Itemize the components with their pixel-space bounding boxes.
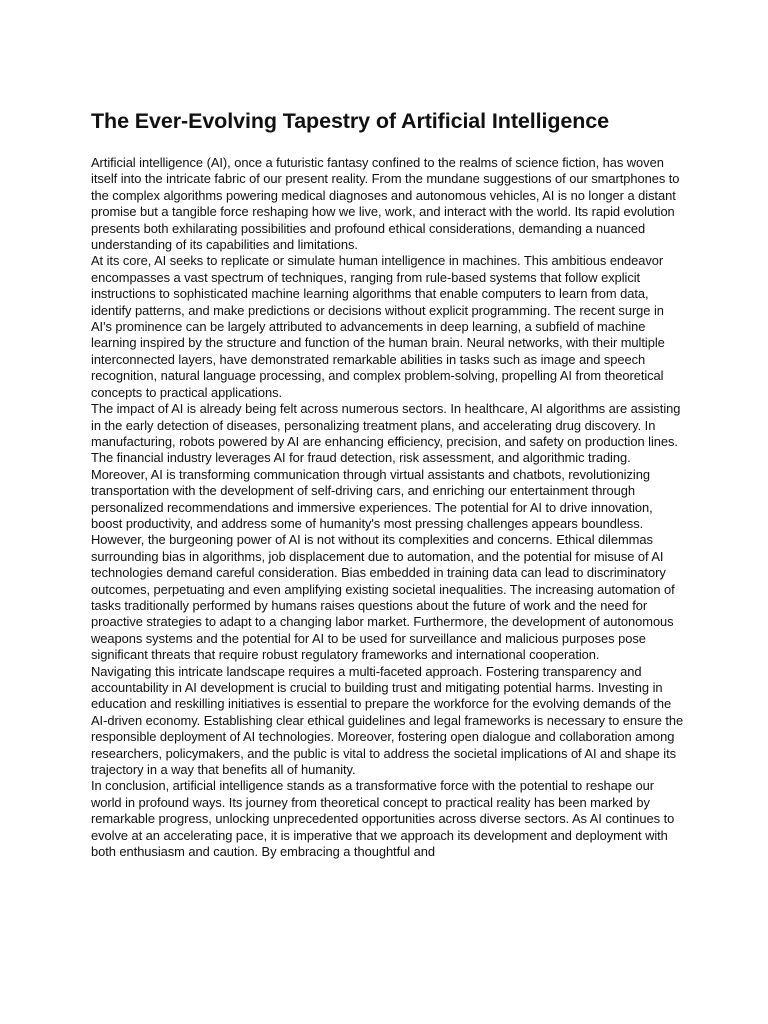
paragraph-6: In conclusion, artificial intelligence stands as a transformative force with the potential to reshape our world in profound ways. Its journey from theoretical concept to practical reality has been marked by remarkable progress, unlocking unprecedented opportunities across diverse sectors. As AI continues to evolve at an accelerating pace, it is imperative that we approach its development and deployment with both enthusiasm and caution. By embracing a thoughtful and [91,778,675,860]
paragraph-2: At its core, AI seeks to replicate or simulate human intelligence in machines. This ambitious endeavor encompasses a vast spectrum of techniques, ranging from rule-based systems that follow explicit instructions to sophisticated machine learning algorithms that enable computers to learn from data, identify patterns, and make predictions or decisions without explicit programming. The recent surge in AI's prominence can be largely attributed to advancements in deep learning, a subfield of machine learning inspired by the structure and function of the human brain. Neural networks, with their multiple interconnected layers, have demonstrated remarkable abilities in tasks such as image and speech recognition, natural language processing, and complex problem-solving, propelling AI from theoretical concepts to practical applications. [91,253,665,400]
document-page [91,106,687,860]
document-title: The Ever-Evolving Tapestry of Artificial Intelligence [91,109,609,133]
paragraph-4: However, the burgeoning power of AI is not without its complexities and concerns. Ethical dilemmas surrounding bias in algorithms, job displacement due to automation, and the potential for misuse of AI technologies demand careful consideration. Bias embedded in training data can lead to discriminatory outcomes, perpetuating and even amplifying existing societal inequalities. The increasing automation of tasks traditionally performed by humans raises questions about the future of work and the need for proactive strategies to adapt to a changing labor market. Furthermore, the development of autonomous weapons systems and the potential for AI to be used for surveillance and malicious purposes pose significant threats that require robust regulatory frameworks and international cooperation. [91,532,675,663]
paragraph-5: Navigating this intricate landscape requires a multi-faceted approach. Fostering transparency and accountability in AI development is crucial to building trust and mitigating potential harms. Investing in education and reskilling initiatives is essential to prepare the workforce for the evolving demands of the AI-driven economy. Establishing clear ethical guidelines and legal frameworks is necessary to ensure the responsible deployment of AI technologies. Moreover, fostering open dialogue and collaboration among researchers, policymakers, and the public is vital to address the societal implications of AI and shape its trajectory in a way that benefits all of humanity. [91,663,684,778]
paragraph-1: Artificial intelligence (AI), once a futuristic fantasy confined to the realms of science fiction, has woven itself into the intricate fabric of our present reality. From the mundane suggestions of our smartphones to the complex algorithms powering medical diagnoses and autonomous vehicles, AI is no longer a distant promise but a tangible force reshaping how we live, work, and interact with the world. Its rapid evolution presents both exhilarating possibilities and profound ethical considerations, demanding a nuanced understanding of its capabilities and limitations. [91,155,680,253]
paragraph-3: The impact of AI is already being felt across numerous sectors. In healthcare, AI algorithms are assisting in the early detection of diseases, personalizing treatment plans, and accelerating drug discovery. In manufacturing, robots powered by AI are enhancing efficiency, precision, and safety on production lines. The financial industry leverages AI for fraud detection, risk assessment, and algorithmic trading. Moreover, AI is transforming communication through virtual assistants and chatbots, revolutionizing transportation with the development of self-driving cars, and enriching our entertainment through personalized recommendations and immersive experiences. The potential for AI to drive innovation, boost productivity, and address some of humanity's most pressing challenges appears boundless. [91,401,681,531]
